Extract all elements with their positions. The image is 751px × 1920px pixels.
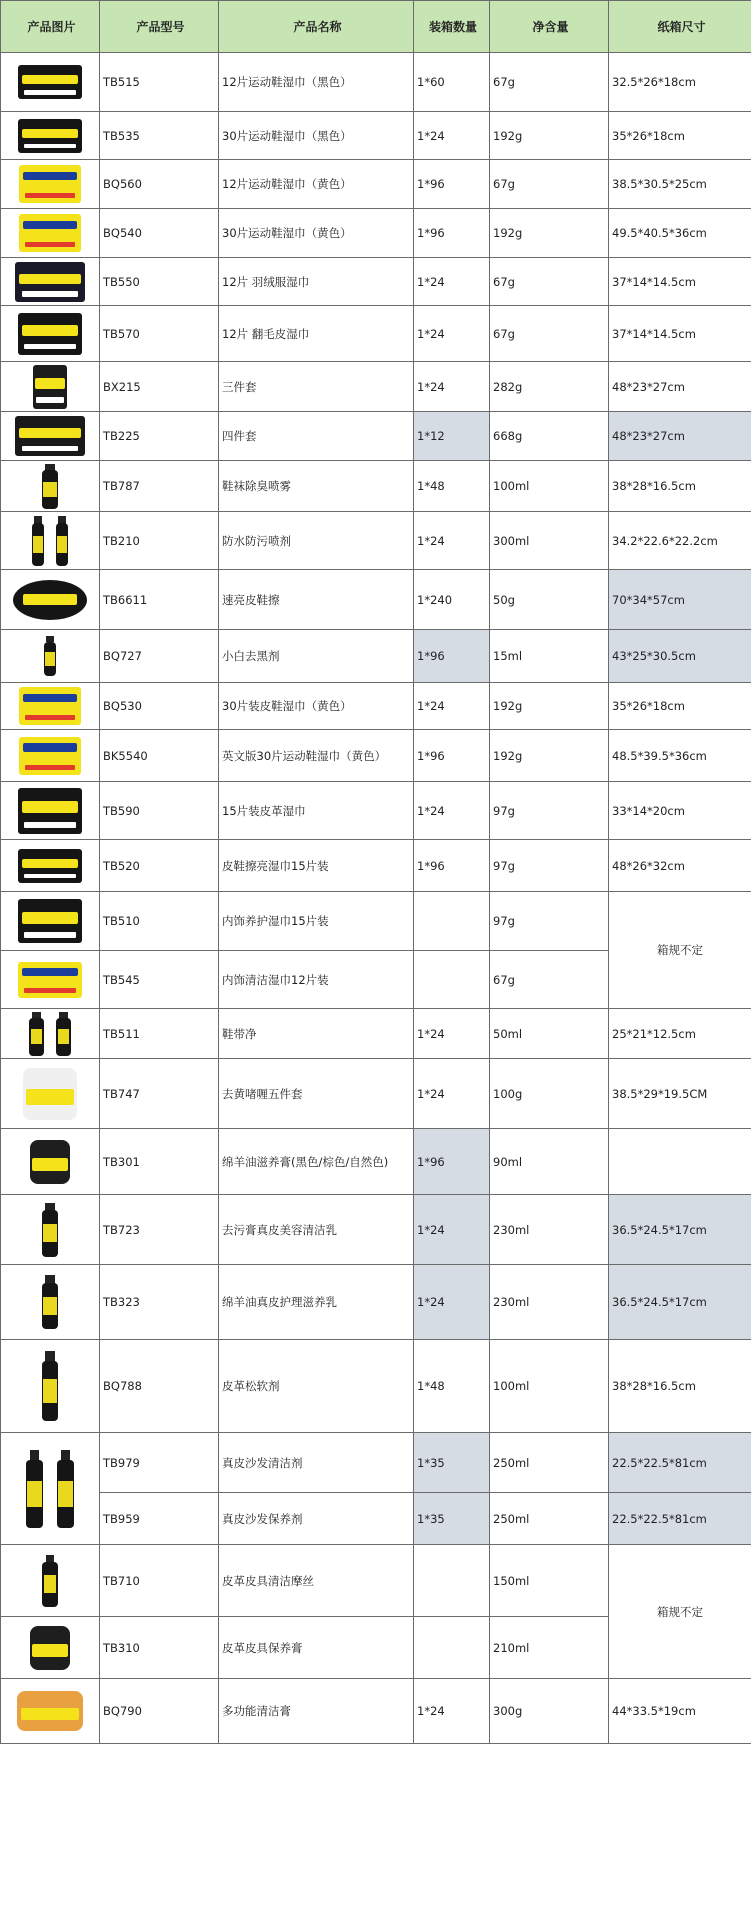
model-cell: TB520 bbox=[100, 840, 219, 892]
carton-size-cell: 36.5*24.5*17cm bbox=[609, 1265, 751, 1340]
header-model: 产品型号 bbox=[100, 1, 219, 53]
product-image-cell bbox=[1, 512, 100, 570]
table-row bbox=[1, 362, 751, 412]
spray-can-icon bbox=[3, 464, 97, 509]
carton-size-cell: 33*14*20cm bbox=[609, 782, 751, 840]
net-content-cell: 300g bbox=[490, 1679, 609, 1744]
carton-size-cell: 35*26*18cm bbox=[609, 112, 751, 160]
model-cell: BX215 bbox=[100, 362, 219, 412]
product-image-cell bbox=[1, 1129, 100, 1195]
product-image-cell bbox=[1, 412, 100, 461]
net-content-cell: 67g bbox=[490, 53, 609, 112]
carton-size-cell: 48*23*27cm bbox=[609, 362, 751, 412]
product-name-cell: 四件套 bbox=[219, 412, 414, 461]
product-name-cell: 去黄啫喱五件套 bbox=[219, 1059, 414, 1129]
model-cell: TB301 bbox=[100, 1129, 219, 1195]
model-cell: TB570 bbox=[100, 306, 219, 362]
product-image-cell bbox=[1, 892, 100, 951]
qty-cell: 1*96 bbox=[414, 730, 490, 782]
product-name-cell: 12片运动鞋湿巾（黑色） bbox=[219, 53, 414, 112]
carton-size-cell: 25*21*12.5cm bbox=[609, 1009, 751, 1059]
product-image-cell bbox=[1, 160, 100, 209]
net-content-cell: 210ml bbox=[490, 1617, 609, 1679]
header-qty: 装箱数量 bbox=[414, 1, 490, 53]
table-row bbox=[1, 1059, 751, 1129]
net-content-cell: 50g bbox=[490, 570, 609, 630]
product-name-cell: 内饰清洁湿巾12片装 bbox=[219, 951, 414, 1009]
table-row bbox=[1, 892, 751, 951]
black-wipes-pack-icon bbox=[18, 65, 82, 99]
net-content-cell: 100ml bbox=[490, 1340, 609, 1433]
net-content-cell: 67g bbox=[490, 306, 609, 362]
model-cell: BQ727 bbox=[100, 630, 219, 683]
product-name-cell: 多功能清洁膏 bbox=[219, 1679, 414, 1744]
product-name-cell: 皮革皮具清洁摩丝 bbox=[219, 1545, 414, 1617]
carton-size-cell: 49.5*40.5*36cm bbox=[609, 209, 751, 258]
table-row bbox=[1, 730, 751, 782]
qty-cell: 1*240 bbox=[414, 570, 490, 630]
foam-bottle-icon bbox=[3, 1555, 97, 1607]
qty-cell: 1*24 bbox=[414, 362, 490, 412]
black-wipes-pack-icon bbox=[18, 119, 82, 153]
carton-size-cell: 48*23*27cm bbox=[609, 412, 751, 461]
product-image-cell bbox=[1, 1265, 100, 1340]
table-row bbox=[1, 1545, 751, 1617]
cream-tin-icon bbox=[30, 1140, 70, 1184]
net-content-cell: 97g bbox=[490, 892, 609, 951]
model-cell: BQ790 bbox=[100, 1679, 219, 1744]
model-cell: TB510 bbox=[100, 892, 219, 951]
interior-wipes-pack-icon bbox=[18, 899, 82, 943]
carton-size-cell: 38.5*29*19.5CM bbox=[609, 1059, 751, 1129]
qty-cell: 1*96 bbox=[414, 1129, 490, 1195]
net-content-cell: 192g bbox=[490, 112, 609, 160]
qty-cell: 1*35 bbox=[414, 1493, 490, 1545]
net-content-cell: 192g bbox=[490, 209, 609, 258]
qty-cell: 1*24 bbox=[414, 258, 490, 306]
product-image-cell bbox=[1, 570, 100, 630]
table-row bbox=[1, 1340, 751, 1433]
qty-cell: 1*12 bbox=[414, 412, 490, 461]
model-cell: BQ540 bbox=[100, 209, 219, 258]
model-cell: TB210 bbox=[100, 512, 219, 570]
net-content-cell: 150ml bbox=[490, 1545, 609, 1617]
net-content-cell: 192g bbox=[490, 683, 609, 730]
product-image-cell bbox=[1, 1679, 100, 1744]
model-cell: TB323 bbox=[100, 1265, 219, 1340]
model-cell: TB310 bbox=[100, 1617, 219, 1679]
table-row bbox=[1, 258, 751, 306]
qty-cell: 1*60 bbox=[414, 53, 490, 112]
qty-cell: 1*96 bbox=[414, 209, 490, 258]
trigger-spray-bottles-icon bbox=[3, 1450, 97, 1528]
header-image: 产品图片 bbox=[1, 1, 100, 53]
qty-cell: 1*24 bbox=[414, 1009, 490, 1059]
table-row bbox=[1, 112, 751, 160]
qty-cell: 1*24 bbox=[414, 1195, 490, 1265]
carton-size-cell: 37*14*14.5cm bbox=[609, 258, 751, 306]
carton-size-cell: 22.5*22.5*81cm bbox=[609, 1493, 751, 1545]
table-row bbox=[1, 630, 751, 683]
carton-size-cell: 35*26*18cm bbox=[609, 683, 751, 730]
carton-size-cell: 32.5*26*18cm bbox=[609, 53, 751, 112]
table-row bbox=[1, 1265, 751, 1340]
product-name-cell: 去污膏真皮美容清洁乳 bbox=[219, 1195, 414, 1265]
suede-wipes-pack-icon bbox=[18, 313, 82, 355]
three-piece-kit-icon bbox=[33, 365, 67, 409]
table-row bbox=[1, 782, 751, 840]
product-image-cell bbox=[1, 362, 100, 412]
product-image-cell bbox=[1, 258, 100, 306]
product-name-cell: 真皮沙发清洁剂 bbox=[219, 1433, 414, 1493]
qty-cell: 1*24 bbox=[414, 782, 490, 840]
table-row bbox=[1, 1009, 751, 1059]
net-content-cell: 67g bbox=[490, 951, 609, 1009]
table-row bbox=[1, 412, 751, 461]
interior-cleaning-wipes-icon bbox=[18, 962, 82, 998]
qty-cell: 1*48 bbox=[414, 461, 490, 512]
tall-bottle-icon bbox=[3, 1351, 97, 1421]
qty-cell bbox=[414, 892, 490, 951]
model-cell: TB545 bbox=[100, 951, 219, 1009]
net-content-cell: 250ml bbox=[490, 1493, 609, 1545]
model-cell: BK5540 bbox=[100, 730, 219, 782]
product-name-cell: 12片运动鞋湿巾（黄色） bbox=[219, 160, 414, 209]
qty-cell: 1*24 bbox=[414, 306, 490, 362]
model-cell: TB959 bbox=[100, 1493, 219, 1545]
net-content-cell: 97g bbox=[490, 782, 609, 840]
product-name-cell: 绵羊油滋养膏(黑色/棕色/自然色) bbox=[219, 1129, 414, 1195]
net-content-cell: 90ml bbox=[490, 1129, 609, 1195]
product-name-cell: 12片 羽绒服湿巾 bbox=[219, 258, 414, 306]
qty-cell: 1*24 bbox=[414, 1059, 490, 1129]
carton-size-note: 箱规不定 bbox=[609, 1545, 751, 1679]
product-image-cell bbox=[1, 1059, 100, 1129]
model-cell: TB590 bbox=[100, 782, 219, 840]
table-row bbox=[1, 1195, 751, 1265]
lace-cleaner-bottle-icon bbox=[3, 1012, 97, 1056]
product-image-cell bbox=[1, 683, 100, 730]
product-image-cell bbox=[1, 1545, 100, 1617]
pump-bottle-icon bbox=[3, 1275, 97, 1329]
product-name-cell: 真皮沙发保养剂 bbox=[219, 1493, 414, 1545]
carton-size-cell bbox=[609, 1129, 751, 1195]
net-content-cell: 192g bbox=[490, 730, 609, 782]
net-content-cell: 15ml bbox=[490, 630, 609, 683]
product-image-cell bbox=[1, 1433, 100, 1545]
table-row bbox=[1, 683, 751, 730]
model-cell: TB6611 bbox=[100, 570, 219, 630]
product-image-cell bbox=[1, 53, 100, 112]
carton-size-cell: 37*14*14.5cm bbox=[609, 306, 751, 362]
product-name-cell: 鞋带净 bbox=[219, 1009, 414, 1059]
carton-size-cell: 38*28*16.5cm bbox=[609, 461, 751, 512]
product-name-cell: 皮革松软剂 bbox=[219, 1340, 414, 1433]
product-name-cell: 30片运动鞋湿巾（黑色） bbox=[219, 112, 414, 160]
gel-jar-icon bbox=[23, 1068, 77, 1120]
product-image-cell bbox=[1, 1617, 100, 1679]
carton-size-cell: 43*25*30.5cm bbox=[609, 630, 751, 683]
carton-size-cell: 22.5*22.5*81cm bbox=[609, 1433, 751, 1493]
model-cell: TB723 bbox=[100, 1195, 219, 1265]
header-net: 净含量 bbox=[490, 1, 609, 53]
product-name-cell: 15片装皮革湿巾 bbox=[219, 782, 414, 840]
product-name-cell: 三件套 bbox=[219, 362, 414, 412]
product-image-cell bbox=[1, 461, 100, 512]
product-image-cell bbox=[1, 730, 100, 782]
product-image-cell bbox=[1, 306, 100, 362]
net-content-cell: 250ml bbox=[490, 1433, 609, 1493]
net-content-cell: 300ml bbox=[490, 512, 609, 570]
four-piece-kit-icon bbox=[15, 416, 85, 456]
table-row bbox=[1, 53, 751, 112]
carton-size-cell: 48*26*32cm bbox=[609, 840, 751, 892]
model-cell: TB515 bbox=[100, 53, 219, 112]
product-image-cell bbox=[1, 630, 100, 683]
qty-cell: 1*24 bbox=[414, 683, 490, 730]
product-name-cell: 皮鞋擦亮湿巾15片装 bbox=[219, 840, 414, 892]
net-content-cell: 50ml bbox=[490, 1009, 609, 1059]
product-name-cell: 英文版30片运动鞋湿巾（黄色） bbox=[219, 730, 414, 782]
model-cell: TB787 bbox=[100, 461, 219, 512]
net-content-cell: 282g bbox=[490, 362, 609, 412]
product-image-cell bbox=[1, 1009, 100, 1059]
cleaning-paste-tub-icon bbox=[17, 1691, 83, 1731]
qty-cell: 1*96 bbox=[414, 840, 490, 892]
qty-cell: 1*48 bbox=[414, 1340, 490, 1433]
model-cell: TB979 bbox=[100, 1433, 219, 1493]
model-cell: BQ788 bbox=[100, 1340, 219, 1433]
small-bottle-icon bbox=[3, 636, 97, 676]
product-name-cell: 皮革皮具保养膏 bbox=[219, 1617, 414, 1679]
table-row bbox=[1, 1493, 751, 1545]
model-cell: BQ560 bbox=[100, 160, 219, 209]
net-content-cell: 100ml bbox=[490, 461, 609, 512]
table-row bbox=[1, 1129, 751, 1195]
carton-size-cell: 34.2*22.6*22.2cm bbox=[609, 512, 751, 570]
model-cell: TB535 bbox=[100, 112, 219, 160]
product-image-cell bbox=[1, 209, 100, 258]
qty-cell bbox=[414, 1545, 490, 1617]
product-name-cell: 速亮皮鞋擦 bbox=[219, 570, 414, 630]
net-content-cell: 67g bbox=[490, 160, 609, 209]
header-row bbox=[1, 1, 751, 53]
product-name-cell: 防水防污喷剂 bbox=[219, 512, 414, 570]
qty-cell: 1*24 bbox=[414, 1265, 490, 1340]
model-cell: TB225 bbox=[100, 412, 219, 461]
carton-size-cell: 38.5*30.5*25cm bbox=[609, 160, 751, 209]
qty-cell: 1*35 bbox=[414, 1433, 490, 1493]
qty-cell bbox=[414, 951, 490, 1009]
model-cell: TB550 bbox=[100, 258, 219, 306]
carton-size-note: 箱规不定 bbox=[609, 892, 751, 1009]
product-name-cell: 12片 翻毛皮湿巾 bbox=[219, 306, 414, 362]
net-content-cell: 67g bbox=[490, 258, 609, 306]
product-image-cell bbox=[1, 782, 100, 840]
net-content-cell: 100g bbox=[490, 1059, 609, 1129]
carton-size-cell: 48.5*39.5*36cm bbox=[609, 730, 751, 782]
table-row bbox=[1, 570, 751, 630]
carton-size-cell: 38*28*16.5cm bbox=[609, 1340, 751, 1433]
model-cell: TB511 bbox=[100, 1009, 219, 1059]
shoe-polish-sponge-icon bbox=[13, 580, 87, 620]
black-wipes-pack-icon bbox=[18, 849, 82, 883]
yellow-wipes-pack-icon bbox=[19, 737, 81, 775]
table-row bbox=[1, 306, 751, 362]
model-cell: TB747 bbox=[100, 1059, 219, 1129]
yellow-wipes-pack-icon bbox=[19, 687, 81, 725]
qty-cell: 1*24 bbox=[414, 1679, 490, 1744]
model-cell: BQ530 bbox=[100, 683, 219, 730]
table-row bbox=[1, 209, 751, 258]
net-content-cell: 668g bbox=[490, 412, 609, 461]
product-image-cell bbox=[1, 840, 100, 892]
table-row bbox=[1, 160, 751, 209]
model-cell: TB710 bbox=[100, 1545, 219, 1617]
qty-cell: 1*24 bbox=[414, 112, 490, 160]
yellow-wipes-pack-icon bbox=[19, 165, 81, 203]
table-row bbox=[1, 1433, 751, 1493]
pump-bottle-icon bbox=[3, 1203, 97, 1257]
table-row bbox=[1, 840, 751, 892]
carton-size-cell: 44*33.5*19cm bbox=[609, 1679, 751, 1744]
table-row bbox=[1, 1679, 751, 1744]
table-row bbox=[1, 461, 751, 512]
spray-cans-icon bbox=[3, 516, 97, 566]
qty-cell: 1*96 bbox=[414, 630, 490, 683]
table-row bbox=[1, 512, 751, 570]
carton-size-cell: 70*34*57cm bbox=[609, 570, 751, 630]
product-image-cell bbox=[1, 112, 100, 160]
product-name-cell: 鞋袜除臭喷雾 bbox=[219, 461, 414, 512]
qty-cell: 1*24 bbox=[414, 512, 490, 570]
carton-size-cell: 36.5*24.5*17cm bbox=[609, 1195, 751, 1265]
leather-wipes-pack-icon bbox=[18, 788, 82, 834]
header-name: 产品名称 bbox=[219, 1, 414, 53]
cream-tin-icon bbox=[30, 1626, 70, 1670]
product-image-cell bbox=[1, 1195, 100, 1265]
product-name-cell: 30片装皮鞋湿巾（黄色） bbox=[219, 683, 414, 730]
qty-cell: 1*96 bbox=[414, 160, 490, 209]
net-content-cell: 97g bbox=[490, 840, 609, 892]
qty-cell bbox=[414, 1617, 490, 1679]
product-image-cell bbox=[1, 1340, 100, 1433]
yellow-wipes-pack-icon bbox=[19, 214, 81, 252]
header-size: 纸箱尺寸 bbox=[609, 1, 751, 53]
product-image-cell bbox=[1, 951, 100, 1009]
net-content-cell: 230ml bbox=[490, 1195, 609, 1265]
product-name-cell: 内饰养护湿巾15片装 bbox=[219, 892, 414, 951]
product-name-cell: 小白去黑剂 bbox=[219, 630, 414, 683]
down-coat-wipes-pack-icon bbox=[15, 262, 85, 302]
product-name-cell: 30片运动鞋湿巾（黄色） bbox=[219, 209, 414, 258]
net-content-cell: 230ml bbox=[490, 1265, 609, 1340]
product-name-cell: 绵羊油真皮护理滋养乳 bbox=[219, 1265, 414, 1340]
